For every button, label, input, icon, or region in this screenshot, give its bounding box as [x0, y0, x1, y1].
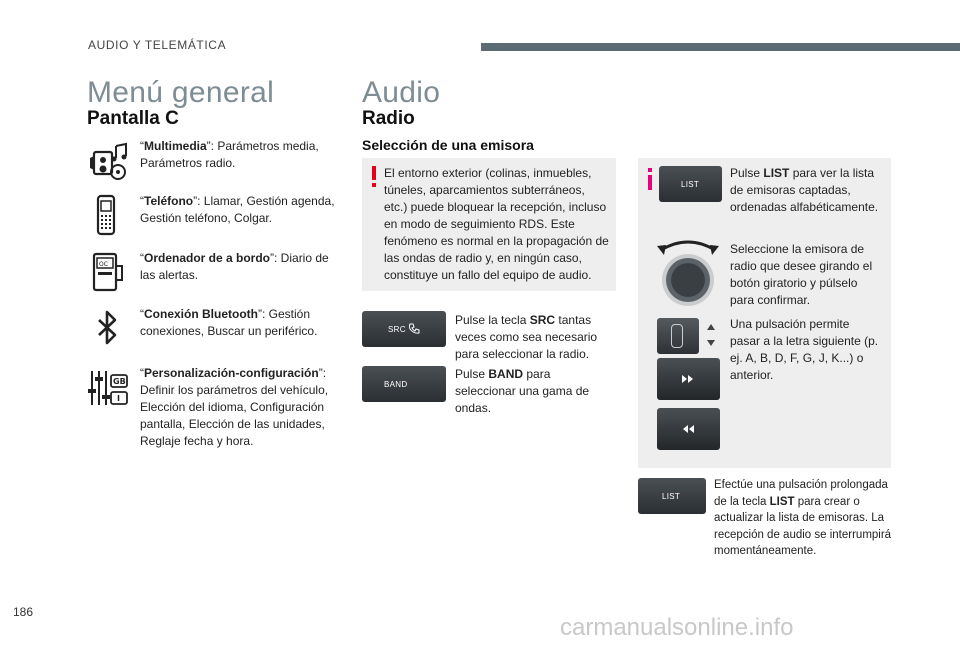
- page-number: 186: [13, 605, 34, 619]
- long-press-text: Efectúe una pulsación prolongada de la tecla LIST para crear o actualizar la lista de emisoras. La recepción de audio se interrumpirá momentáneamente.: [714, 479, 892, 557]
- svg-text:GB: GB: [113, 377, 126, 386]
- info-icon: [646, 168, 654, 190]
- phone-handset-icon: [408, 323, 420, 335]
- list-long-press-button: LIST: [638, 478, 706, 514]
- list-text: Pulse LIST para ver la lista de emisoras captadas, ordenadas alfabéticamente.: [730, 166, 879, 214]
- seek-back-button: [657, 408, 720, 450]
- src-button: SRC: [362, 311, 446, 347]
- menu-subtitle: Pantalla C: [87, 108, 179, 129]
- warning-icon: [370, 166, 378, 188]
- personalizacion-text: “Personalización-configuración”: Definir los parámetros del vehículo, Elección del idioma, Configuración pantalla, Elección de las unidades, Reglaje fecha y hora.: [140, 366, 329, 448]
- warning-text: El entorno exterior (colinas, inmuebles, túneles, aparcamientos subterráneos, etc.) puede bloquear la recepción, incluso en modo de seguimiento RDS. Este fenómeno es normal en la propagación de las ondas de radio y, en ningún caso, constituye un fallo del equipo de audio.: [384, 166, 609, 282]
- multimedia-icon: [86, 138, 130, 182]
- radio-subtitle: Radio: [362, 108, 415, 129]
- fast-forward-icon: [681, 374, 695, 384]
- band-text: Pulse BAND para seleccionar una gama de ondas.: [455, 367, 590, 415]
- knob-text: Seleccione la emisora de radio que desee girando el botón giratorio y púlselo para confirmar.: [730, 242, 873, 307]
- menu-item-multimedia: [86, 138, 341, 178]
- ordenador-text: “Ordenador de a bordo”: Diario de las alertas.: [140, 251, 329, 282]
- section-header: AUDIO Y TELEMÁTICA: [88, 38, 227, 52]
- multimedia-text: “Multimedia”: Parámetros media, Parámetros radio.: [140, 139, 319, 170]
- letter-toggle-button: [657, 318, 699, 354]
- svg-text:I: I: [117, 394, 120, 403]
- bluetooth-icon: [86, 306, 130, 350]
- seek-forward-button: [657, 358, 720, 400]
- menu-title: Menú general: [87, 76, 275, 109]
- up-down-arrows-icon: [700, 322, 722, 348]
- menu-item-personalizacion: [86, 365, 341, 448]
- bluetooth-text: “Conexión Bluetooth”: Gestión conexiones, Buscar un periférico.: [140, 307, 318, 338]
- watermark: carmanualsonline.info: [560, 614, 794, 641]
- list-button: LIST: [659, 166, 722, 202]
- src-text: Pulse la tecla SRC tantas veces como sea necesario para seleccionar la radio.: [455, 313, 598, 361]
- trip-computer-icon: [86, 250, 130, 294]
- settings-sliders-icon: [86, 365, 130, 409]
- menu-item-telefono: [86, 193, 341, 237]
- rewind-icon: [681, 424, 695, 434]
- menu-item-bluetooth: [86, 306, 341, 350]
- rotary-knob-icon: [655, 236, 721, 308]
- section-heading: Selección de una emisora: [362, 137, 534, 153]
- band-button: BAND: [362, 366, 446, 402]
- header-bar: [481, 43, 960, 51]
- svg-text:OC: OC: [99, 261, 108, 268]
- telefono-text: “Teléfono”: Llamar, Gestión agenda, Gestión teléfono, Colgar.: [140, 194, 335, 225]
- letter-text: Una pulsación permite pasar a la letra siguiente (p. ej. A, B, D, F, G, J, K...) o anterior.: [730, 317, 879, 382]
- audio-title: Audio: [362, 76, 441, 109]
- phone-icon: [86, 193, 130, 237]
- menu-item-ordenador: [86, 250, 341, 294]
